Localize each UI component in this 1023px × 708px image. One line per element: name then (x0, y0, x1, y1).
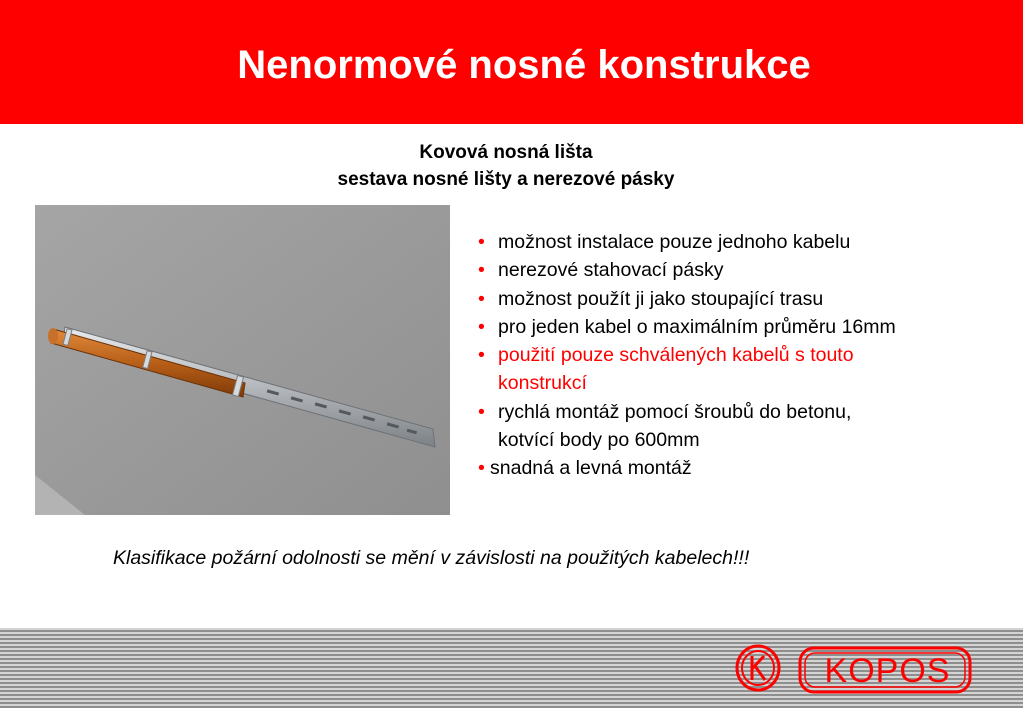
list-item: • možnost instalace pouze jednoho kabelu (478, 231, 851, 253)
list-item-continuation: kotvící body po 600mm (498, 429, 700, 452)
cable-rail-photo-icon (35, 205, 450, 515)
list-item: • nerezové stahovací pásky (478, 259, 724, 282)
list-item-warning: • použití pouze schválených kabelů s touto (478, 344, 854, 367)
list-item: • snadná a levná montáž (478, 457, 692, 480)
kopos-logo-text: KOPOS (824, 652, 951, 690)
section-subtitle: Kovová nosná lišta (419, 142, 593, 163)
list-item: • možnost použít ji jako stoupající trasu (478, 287, 824, 310)
feature-list (478, 228, 1018, 483)
page-title: Nenormové nosné konstrukce (237, 43, 811, 87)
product-photo (35, 205, 450, 515)
section-subtitle-detail: sestava nosné lišty a nerezové pásky (337, 169, 675, 190)
list-item: • rychlá montáž pomocí šroubů do betonu, (478, 400, 852, 423)
kopos-k-logo-icon (734, 643, 782, 693)
list-item: • pro jeden kabel o maximálním průměru 16mm (478, 315, 896, 338)
list-item-continuation: konstrukcí (498, 372, 587, 395)
fire-resistance-note: Klasifikace požární odolnosti se mění v závislosti na použitých kabelech!!! (113, 547, 750, 569)
header-banner (0, 0, 1023, 124)
